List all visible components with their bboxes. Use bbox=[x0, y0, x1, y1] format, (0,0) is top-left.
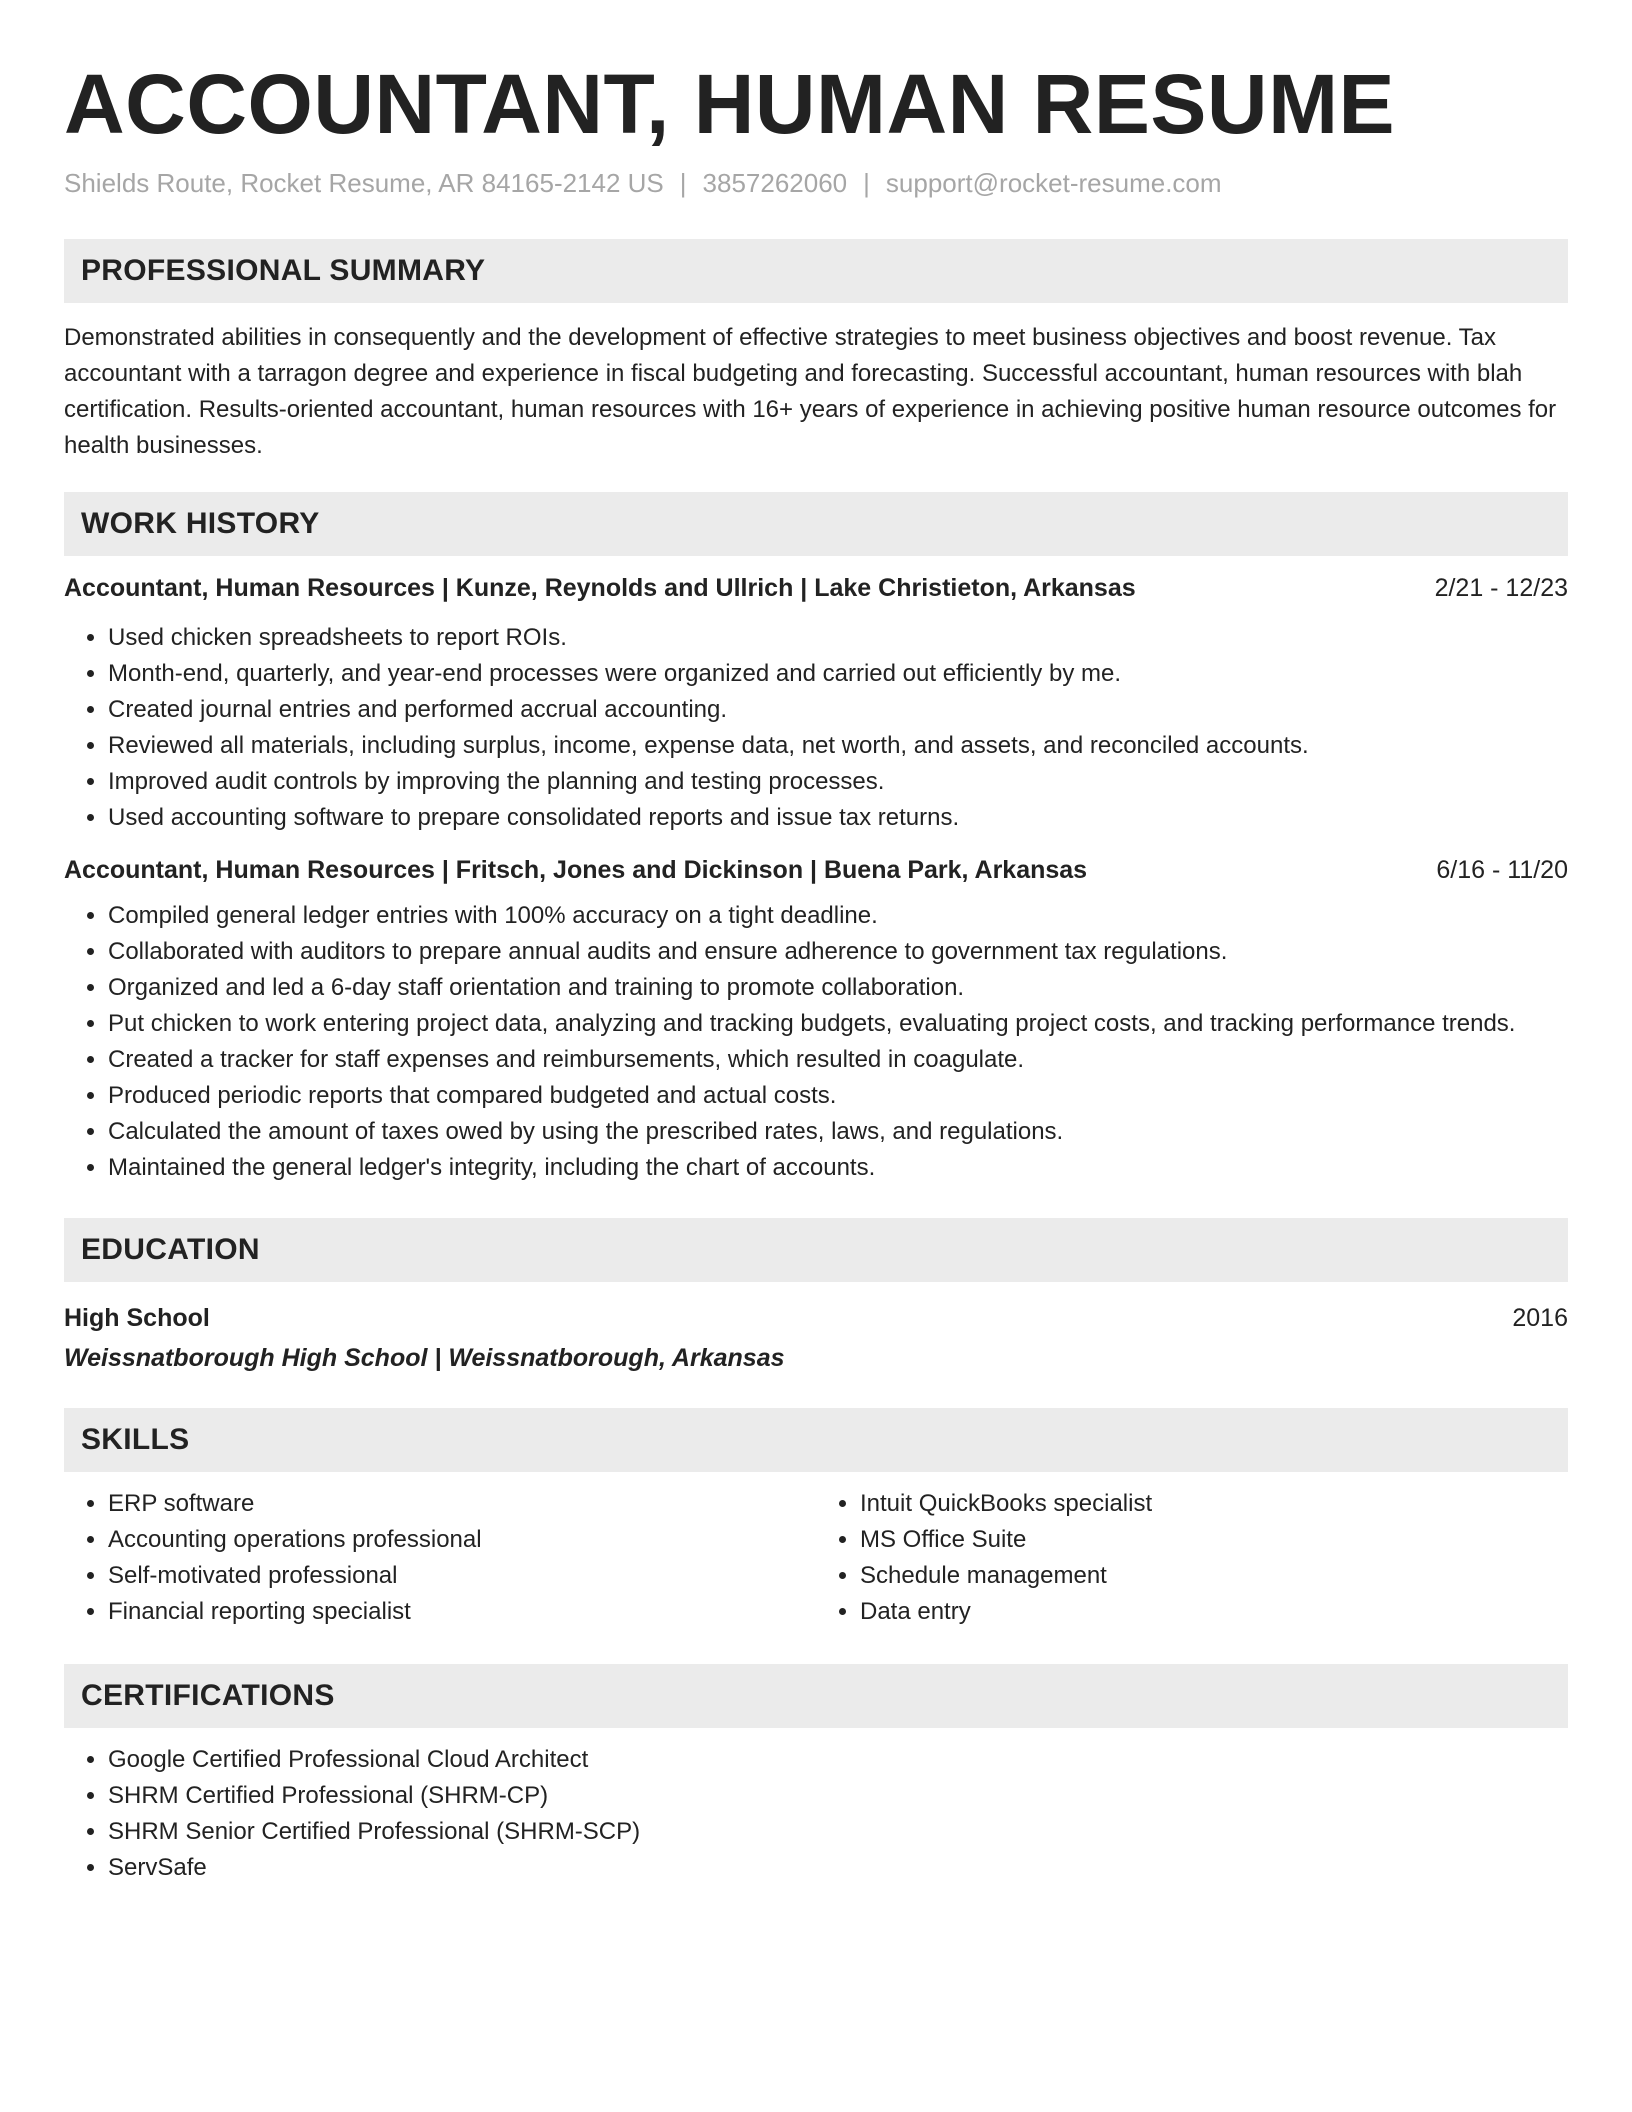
job-bullets bbox=[64, 620, 1568, 836]
job-bullet: • Month-end, quarterly, and year-end processes were organized and carried out efficiently by me. bbox=[108, 656, 1568, 692]
job-bullet: • Used accounting software to prepare consolidated reports and issue tax returns. bbox=[108, 800, 1568, 836]
job-bullet: • Reviewed all materials, including surplus, income, expense data, net worth, and assets, and reconciled accounts. bbox=[108, 728, 1568, 764]
certification-item: • ServSafe bbox=[108, 1850, 1568, 1886]
skill-item: • Schedule management bbox=[860, 1558, 1568, 1594]
section-heading-summary: PROFESSIONAL SUMMARY bbox=[64, 239, 1568, 303]
job-title: Accountant, Human Resources | Fritsch, Jones and Dickinson | Buena Park, Arkansas bbox=[64, 856, 1088, 884]
certification-item: • SHRM Senior Certified Professional (SHRM-SCP) bbox=[108, 1814, 1568, 1850]
section-heading-certifications: CERTIFICATIONS bbox=[64, 1664, 1568, 1728]
job-dates: 6/16 - 11/20 bbox=[1436, 856, 1568, 884]
certification-item: • Google Certified Professional Cloud Architect bbox=[108, 1742, 1568, 1778]
job-bullet: • Compiled general ledger entries with 100% accuracy on a tight deadline. bbox=[108, 898, 1568, 934]
job-header bbox=[64, 570, 1568, 606]
job-bullet: • Maintained the general ledger's integrity, including the chart of accounts. bbox=[108, 1150, 1568, 1186]
skills-grid bbox=[64, 1472, 1568, 1630]
contact-email: support@rocket-resume.com bbox=[885, 168, 1222, 198]
job-bullet: • Produced periodic reports that compared budgeted and actual costs. bbox=[108, 1078, 1568, 1114]
skill-item: • Financial reporting specialist bbox=[108, 1594, 816, 1630]
skill-item: • Self-motivated professional bbox=[108, 1558, 816, 1594]
job-bullet: • Calculated the amount of taxes owed by using the prescribed rates, laws, and regulations. bbox=[108, 1114, 1568, 1150]
job-bullet: • Created a tracker for staff expenses and reimbursements, which resulted in coagulate. bbox=[108, 1042, 1568, 1078]
resume-name: ACCOUNTANT, HUMAN RESUME bbox=[64, 57, 1396, 151]
job-bullets bbox=[64, 898, 1568, 1186]
education-degree: High School bbox=[64, 1304, 210, 1332]
job-entry bbox=[64, 852, 1568, 1186]
skill-item: • ERP software bbox=[108, 1486, 816, 1522]
section-heading-work-history: WORK HISTORY bbox=[64, 492, 1568, 556]
job-bullet: • Created journal entries and performed accrual accounting. bbox=[108, 692, 1568, 728]
skills-list-right bbox=[816, 1486, 1568, 1630]
contact-address: Shields Route, Rocket Resume, AR 84165-2142 US bbox=[64, 168, 664, 198]
contact-separator: | bbox=[863, 168, 870, 198]
job-dates: 2/21 - 12/23 bbox=[1434, 574, 1568, 602]
job-bullet: • Put chicken to work entering project data, analyzing and tracking budgets, evaluating project costs, and tracking performance trends. bbox=[108, 1006, 1568, 1042]
summary-text: Demonstrated abilities in consequently and the development of effective strategies to meet business objectives and boost revenue. Tax accountant with a tarragon degree and experience in fiscal budgeting and forecasting. Successful accountant, human resources with blah certification. Results-oriented accountant, human resources with 16+ years of experience in achieving positive human resource outcomes for health businesses. bbox=[64, 324, 1557, 459]
skill-item: • MS Office Suite bbox=[860, 1522, 1568, 1558]
job-bullet: • Used chicken spreadsheets to report ROIs. bbox=[108, 620, 1568, 656]
contact-line bbox=[64, 166, 1568, 200]
education-header bbox=[64, 1300, 1568, 1336]
education-school: Weissnatborough High School | Weissnatborough, Arkansas bbox=[64, 1344, 785, 1372]
job-entry bbox=[64, 570, 1568, 836]
job-title: Accountant, Human Resources | Kunze, Reynolds and Ullrich | Lake Christieton, Arkansas bbox=[64, 574, 1136, 602]
job-bullet: • Collaborated with auditors to prepare annual audits and ensure adherence to government tax regulations. bbox=[108, 934, 1568, 970]
section-heading-skills: SKILLS bbox=[64, 1408, 1568, 1472]
education-year: 2016 bbox=[1512, 1304, 1568, 1332]
job-bullet: • Improved audit controls by improving the planning and testing processes. bbox=[108, 764, 1568, 800]
skills-list-left bbox=[64, 1486, 816, 1630]
skill-item: • Accounting operations professional bbox=[108, 1522, 816, 1558]
contact-phone: 3857262060 bbox=[702, 168, 848, 198]
contact-separator: | bbox=[679, 168, 687, 198]
skill-item: • Data entry bbox=[860, 1594, 1568, 1630]
section-heading-education: EDUCATION bbox=[64, 1218, 1568, 1282]
skill-item: • Intuit QuickBooks specialist bbox=[860, 1486, 1568, 1522]
certification-item: • SHRM Certified Professional (SHRM-CP) bbox=[108, 1778, 1568, 1814]
certifications-list bbox=[64, 1742, 1568, 1886]
job-bullet: • Organized and led a 6-day staff orientation and training to promote collaboration. bbox=[108, 970, 1568, 1006]
job-header bbox=[64, 852, 1568, 888]
